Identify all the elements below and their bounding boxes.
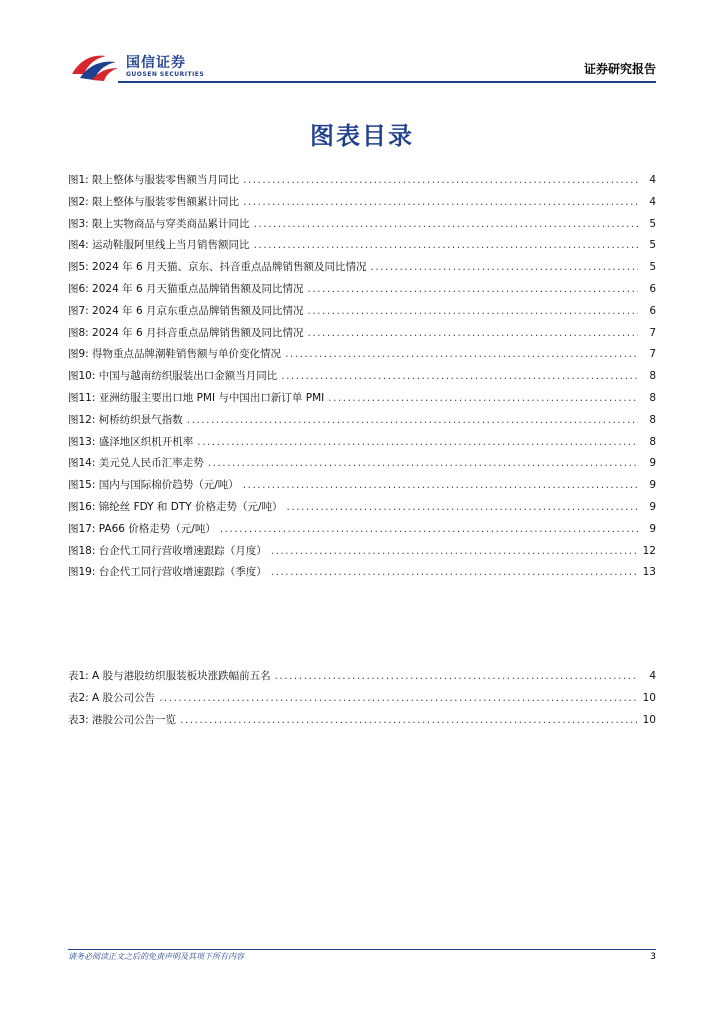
toc-leader-dots: [220, 519, 638, 541]
page-title: 图表目录: [310, 122, 414, 150]
toc-entry-figure-12[interactable]: [68, 410, 656, 432]
guosen-logo-icon: [70, 52, 120, 82]
toc-entry-figure-16[interactable]: [68, 497, 656, 519]
toc-entry-label: 图12: 柯桥纺织景气指数: [68, 413, 183, 426]
toc-leader-dots: [271, 562, 638, 584]
toc-leader-dots: [370, 257, 638, 279]
toc-entry-page: 9: [649, 500, 656, 513]
toc-entry-label: 表3: 港股公司公告一览: [68, 713, 177, 726]
toc-entry-label: 图11: 亚洲纺服主要出口地 PMI 与中国出口新订单 PMI: [68, 391, 325, 404]
toc-entry-figure-4[interactable]: [68, 235, 656, 257]
toc-entry-label: 图7: 2024 年 6 月京东重点品牌销售额及同比情况: [68, 304, 304, 317]
toc-entry-figure-19[interactable]: [68, 562, 656, 584]
toc-leader-dots: [208, 453, 638, 475]
toc-entry-label: 图4: 运动鞋服阿里线上当月销售额同比: [68, 239, 250, 252]
toc-entry-page: 5: [649, 217, 656, 230]
toc-entry-page: 4: [649, 670, 656, 682]
toc-entry-page: 7: [649, 348, 656, 361]
toc-entry-page: 6: [649, 304, 656, 317]
toc-entry-figure-3[interactable]: [68, 214, 656, 236]
toc-entry-label: 图13: 盛泽地区织机开机率: [68, 435, 194, 448]
toc-entry-label: 图18: 台企代工同行营收增速跟踪（月度）: [68, 544, 267, 557]
logo-text-cn: 国信证券: [126, 55, 186, 71]
toc-entry-figure-15[interactable]: [68, 475, 656, 497]
toc-entry-page: 9: [649, 522, 656, 535]
toc-leader-dots: [180, 710, 638, 732]
toc-leader-dots: [287, 497, 638, 519]
toc-entry-table-1[interactable]: [68, 666, 656, 688]
toc-entry-label: 图3: 限上实物商品与穿类商品累计同比: [68, 217, 250, 230]
toc-entry-figure-17[interactable]: [68, 519, 656, 541]
page-number: 3: [650, 952, 656, 962]
toc-entry-label: 图9: 得物重点品牌潮鞋销售额与单价变化情况: [68, 348, 282, 361]
toc-entry-figure-5[interactable]: [68, 257, 656, 279]
guosen-logo: [70, 50, 210, 84]
toc-leader-dots: [328, 388, 638, 410]
toc-entry-page: 5: [649, 261, 656, 274]
toc-entry-page: 10: [642, 713, 656, 726]
toc-entry-page: 7: [649, 326, 656, 339]
toc-entry-label: 图6: 2024 年 6 月天猫重点品牌销售额及同比情况: [68, 282, 304, 295]
toc-entry-label: 图2: 限上整体与服装零售额累计同比: [68, 195, 240, 208]
toc-entry-table-3[interactable]: [68, 710, 656, 732]
toc-leader-dots: [307, 323, 638, 345]
header-divider: [118, 81, 656, 83]
toc-leader-dots: [187, 410, 638, 432]
toc-entry-table-2[interactable]: [68, 688, 656, 710]
toc-entry-figure-7[interactable]: [68, 301, 656, 323]
toc-leader-dots: [254, 235, 638, 257]
footer-divider: [68, 949, 656, 950]
toc-leader-dots: [243, 475, 638, 497]
toc-entry-page: 13: [642, 566, 656, 579]
toc-entry-label: 表1: A 股与港股纺织服装板块涨跌幅前五名: [68, 670, 271, 682]
toc-entry-label: 图19: 台企代工同行营收增速跟踪（季度）: [68, 566, 267, 579]
toc-entry-figure-11[interactable]: [68, 388, 656, 410]
toc-leader-dots: [275, 666, 638, 688]
toc-leader-dots: [197, 432, 638, 454]
toc-entry-figure-8[interactable]: [68, 323, 656, 345]
toc-entry-figure-9[interactable]: [68, 344, 656, 366]
toc-entry-label: 图1: 限上整体与服装零售额当月同比: [68, 174, 240, 186]
toc-entry-page: 8: [649, 435, 656, 448]
toc-entry-page: 10: [642, 691, 656, 704]
toc-leader-dots: [243, 170, 638, 192]
toc-entry-figure-13[interactable]: [68, 432, 656, 454]
toc-entry-page: 9: [649, 479, 656, 492]
toc-entry-label: 图17: PA66 价格走势（元/吨）: [68, 522, 216, 535]
report-type-label: 证券研究报告: [583, 62, 656, 76]
toc-entry-page: 5: [649, 239, 656, 252]
toc-entry-label: 图5: 2024 年 6 月天猫、京东、抖音重点品牌销售额及同比情况: [68, 261, 367, 274]
toc-leader-dots: [281, 366, 638, 388]
toc-entry-page: 4: [649, 174, 656, 186]
toc-entry-figure-2[interactable]: [68, 192, 656, 214]
toc-entry-page: 12: [642, 544, 656, 557]
toc-entry-label: 图10: 中国与越南纺织服装出口金额当月同比: [68, 370, 278, 383]
toc-leader-dots: [159, 688, 638, 710]
toc-entry-figure-6[interactable]: [68, 279, 656, 301]
toc-entry-label: 图8: 2024 年 6 月抖音重点品牌销售额及同比情况: [68, 326, 304, 339]
toc-entry-page: 9: [649, 457, 656, 470]
toc-entry-figure-14[interactable]: [68, 453, 656, 475]
toc-entry-page: 8: [649, 413, 656, 426]
toc-entry-figure-1[interactable]: [68, 170, 656, 192]
toc-leader-dots: [285, 344, 638, 366]
toc-leader-dots: [307, 279, 638, 301]
toc-leader-dots: [307, 301, 638, 323]
toc-entry-page: 8: [649, 391, 656, 404]
table-list: [68, 666, 656, 731]
toc-entry-label: 图15: 国内与国际棉价趋势（元/吨）: [68, 479, 239, 492]
figure-list: [68, 170, 656, 584]
logo-text-en: GUOSEN SECURITIES: [126, 71, 205, 78]
toc-leader-dots: [243, 192, 638, 214]
toc-entry-figure-10[interactable]: [68, 366, 656, 388]
toc-entry-figure-18[interactable]: [68, 541, 656, 563]
toc-entry-label: 图14: 美元兑人民币汇率走势: [68, 457, 204, 470]
toc-leader-dots: [271, 541, 638, 563]
toc-entry-page: 6: [649, 282, 656, 295]
toc-entry-page: 8: [649, 370, 656, 383]
toc-entry-label: 表2: A 股公司公告: [68, 691, 156, 704]
toc-entry-page: 4: [649, 195, 656, 208]
toc-entry-label: 图16: 锦纶丝 FDY 和 DTY 价格走势（元/吨）: [68, 500, 283, 513]
footer-disclaimer: 请务必阅读正文之后的免责声明及其项下所有内容: [68, 952, 244, 961]
toc-leader-dots: [254, 214, 638, 236]
page-header: [68, 50, 656, 84]
